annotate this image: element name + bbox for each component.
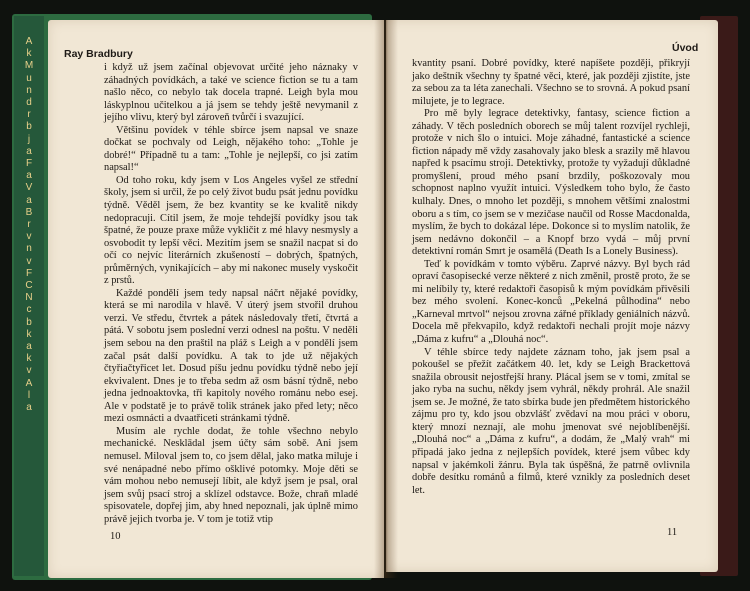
- paragraph: Pro mě byly legrace detektivky, fantasy, science fiction a záhady. V těch posledních oborech se můj talent rozvíjel rychleji, protože v nich šlo o intuici. Moje záhadné, fantastické a science fiction nápady mě vždy zasahovaly jako blesk a srazily mě hlavou napřed k psacímu stroji. Detektivky, protože ty vyžadují důkladné promyšlení, proud mého psaní brzdily, poškozovaly mou schopnost naplno využít intuici. Výsledkem toho bylo, že často kulhaly. Dnes, o mnoho let později, s mnohem většími znalostmi oboru a s tím, co jsem se v mezičase naučil od Rosse Macdonalda, myslím, že bych to dokázal lépe. Dokonce si to myslím natolik, že jsem nedávno dokončil – a Knopf brzo vydá – můj první detektivní román Smrt je osamělá (Death Is a Lonely Business).: [412, 108, 690, 258]
- running-header-author: Ray Bradbury: [64, 48, 133, 60]
- page-number-left: 10: [110, 531, 121, 542]
- paragraph: Musím ale rychle dodat, že tohle všechno nebylo mechanické. Nesklādal jsem účty sám sobě. Ani jsem nemusel. Miloval jsem to, co jsem dělal, jako matka miluje i své nenápadné nebo přímo ošklivé potomky. Moje děti se vám mohou nebo nemusejí líbit, ale když jsem je psal, oral jsem svůj psací stroj a sklízel odstavce. Bože, chraň mladé spisovatele, dopřej jim, aby hned nepoznali, jak úplně mimo právě jejich tvorba je. V tom je totiž vtip: [104, 425, 358, 525]
- paragraph: Od toho roku, kdy jsem v Los Angeles vyšel ze střední školy, jsem si určil, že po celý život budu psát jednu povídku týdně. Věděl jsem, že bez kvantity se ke kvalitě nikdy nedopracuji. Cítil jsem, že moje tehdejší povídky jsou tak špatné, že pouze praxe může vykličit z mé hlavy nesmysly a osvobodit ty lepší věci. Mezitím jsem se snažil nacpat si do očí co nejvíc literárních zkušeností – dobrých, špatných, průměrných, vynikajících – aby mi nakonec musely vyskočit z prstů.: [104, 174, 358, 287]
- paragraph: V téhle sbírce tedy najdete záznam toho, jak jsem psal a pokoušel se přežít začátkem 40. let, kdy se Leigh Brackettová snažila obrousit nejostřejší hrany. Plácal jsem se v tomi, zmítal se jako ryba na suchu, někdy jsem vyhrál, někdy prohrál. Ale snažil jsem se. Je možné, že tato sbírka bude jen předmětem historického zájmu pro ty, kdo jsou obzvlášť zvědaví na mou práci v oboru, který mnozí neznají, ale mohu jmenovat své nejoblíbenější. „Dlouhá noc“ a „Dáma z kufru“, a dodám, že „Malý vrah“ mi připadá jako jedna z nejlepších povídek, které jsem vůbec kdy napsal v jakémkoli žánru. Byla tak úspěšná, že patrně ovlivnila dobře desítku románů a filmů, které vznikly za posledních deset let.: [412, 346, 690, 496]
- spine-text-fragment: A k M u n d r b j a F a V a B r v n v F C N c b k a k v A l a: [24, 36, 34, 414]
- paragraph: Každé pondělí jsem tedy napsal náčrt nějaké povídky, která se mi narodila v hlavě. V úterý jsem stvořil druhou verzi. Ve středu, čtvrtek a pátek následovaly třetí, čtvrtá a pátá. V sobotu jsem poslední verzi odnesl na poštu. V neděli jsem sebou na den praštil na pláž s Leigh a v pondělí jsem začal psát další povídku. A tak to jde už nějakých čtyřiačtyřicet let. Dosud píšu jednu povídku týdně nebo její ekvivalent. Dnes je to třeba sedm až osm básní týdně, nebo jedna jednoaktovka, tři kapitoly nového románu nebo esej. Ale v podstatě je to právě tolik stránek jako před lety; něco mezi osmnácti a dvaatřiceti stránkami týdně.: [104, 287, 358, 425]
- paragraph: kvantity psaní. Dobré povídky, které napíšete později, přikryjí jako deštník všechny ty špatné věci, které, jak později zjistíte, jste za sebou za ta léta zanechali. Všechno se to srovná. A pokud psaní milujete, je to legrace.: [412, 58, 690, 107]
- adjacent-book-spine: [14, 16, 44, 576]
- paragraph: Teď k povídkám v tomto výběru. Zaprvé názvy. Byl bych rád opraví časopisecké verze některé z nich změnil, prostě proto, že se mi nelíbily ty, které redaktoři časopisů k mým povídkám přivěsili bez mého svolení. Konec-konců „Pekelná půlhodina“ nebo „Karneval mrtvol“ nejsou zrovna zářné příklady geniálních názvů. Docela mě překvapilo, když redaktoři nechali projít moje názvy „Dáma z kufru“ a „Dlouhá noc“.: [412, 258, 690, 346]
- page-number-right: 11: [667, 527, 678, 538]
- left-page-body: [104, 62, 358, 526]
- paragraph: i když už jsem začínal objevovat určité jeho náznaky v záhadných povídkách, a také ve science fiction se tu a tam našlo něco, co nebylo tak docela trapné. Leigh byla mou láskyplnou učitelkou a já jsem se tehdy ještě nevymanil z jejího vlivu, který byl zároveň tvůrčí i svazující.: [104, 62, 358, 124]
- book-gutter: [374, 20, 398, 578]
- paragraph: Většinu povídek v téhle sbírce jsem napsal ve snaze dočkat se pochvaly od Leigh, nějakého toho: „Tohle je dobré!“ Případně tu a tam: „Tohle je nejlepší, co jsi zatím napsal!“: [104, 124, 358, 174]
- right-page-body: [412, 58, 690, 497]
- running-header-chapter: Úvod: [672, 42, 699, 54]
